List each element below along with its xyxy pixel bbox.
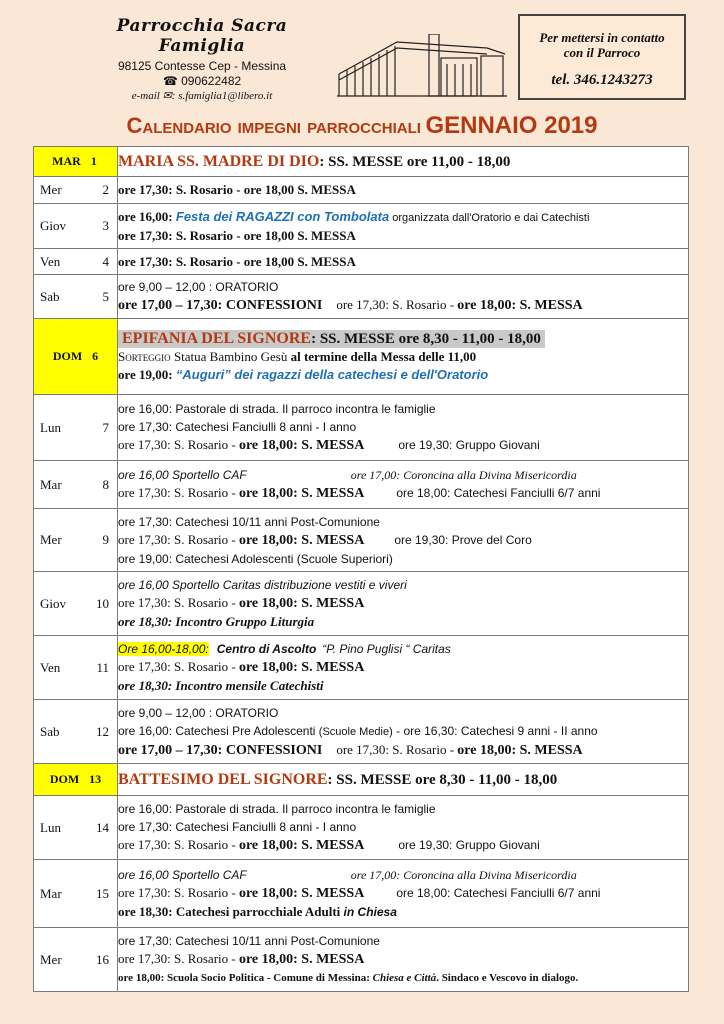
day-number: 9 bbox=[102, 532, 109, 547]
day-number: 6 bbox=[92, 349, 99, 363]
day-name: MAR bbox=[52, 154, 81, 168]
event-line: ore 17,30: S. Rosario - ore 18,00: S. MESSA ore 19,30: Gruppo Giovani bbox=[118, 437, 540, 453]
table-row bbox=[34, 509, 689, 572]
event-cell bbox=[118, 395, 689, 461]
day-name: Mer bbox=[40, 182, 62, 197]
event-cell bbox=[118, 147, 689, 177]
feast-line bbox=[118, 330, 688, 348]
table-row bbox=[34, 204, 689, 249]
day-name: Mer bbox=[40, 532, 62, 547]
event-line: ore 19,00: Catechesi Adolescenti (Scuole Superiori) bbox=[118, 551, 393, 566]
contact-phone: tel. 346.1243273 bbox=[551, 72, 653, 88]
event-line: ore 18,30: Incontro Gruppo Liturgia bbox=[118, 614, 315, 629]
day-number: 1 bbox=[90, 154, 97, 168]
table-row bbox=[34, 636, 689, 700]
calendar-table bbox=[33, 146, 689, 992]
parish-phone: 090622482 bbox=[181, 74, 242, 88]
event-cell bbox=[118, 177, 689, 204]
feast-masses: : SS. MESSE ore 8,30 - 11,00 - 18,00 bbox=[311, 330, 541, 347]
event-cell bbox=[118, 461, 689, 509]
event-line: ore 16,00: Catechesi Pre Adolescenti (Scuole Medie) - ore 16,30: Catechesi 9 anni - II anno bbox=[118, 723, 598, 738]
event-line: ore 17,30: Catechesi 10/11 anni Post-Comunione bbox=[118, 934, 380, 948]
event-line: ore 17,30: S. Rosario - ore 18,00 S. MESSA bbox=[118, 182, 356, 197]
table-row bbox=[34, 928, 689, 992]
event-line: ore 9,00 – 12,00 : ORATORIO bbox=[118, 705, 279, 720]
event-line: Sorteggio Statua Bambino Gesù al termine della Messa delle 11,00 bbox=[118, 348, 477, 364]
event-line: ore 17,30: S. Rosario - ore 18,00: S. MESSA ore 19,30: Prove del Coro bbox=[118, 531, 532, 548]
event-cell bbox=[118, 319, 689, 395]
parish-phone-row bbox=[72, 74, 332, 88]
day-name: Mar bbox=[40, 476, 62, 492]
day-cell bbox=[34, 204, 118, 249]
event-line: ore 17,30: Catechesi Fanciulli 8 anni - I anno bbox=[118, 420, 357, 434]
feast-masses: : SS. MESSE ore 11,00 - 18,00 bbox=[319, 153, 511, 170]
event-line: ore 18,00: Scuola Socio Politica - Comune di Messina: Chiesa e Città. Sindaco e Vescovo in dialogo. bbox=[118, 972, 579, 984]
event-cell bbox=[118, 572, 689, 636]
table-row bbox=[34, 700, 689, 764]
feast-title: MARIA SS. MADRE DI DIO bbox=[118, 152, 320, 170]
day-number: 5 bbox=[102, 288, 109, 304]
feast-title: EPIFANIA DEL SIGNORE bbox=[122, 329, 312, 347]
event-line: ore 17,30: S. Rosario - ore 18,00: S. MESSA bbox=[118, 659, 365, 675]
day-number: 16 bbox=[96, 951, 109, 967]
event-line: ore 9,00 – 12,00 : ORATORIO bbox=[118, 280, 279, 294]
day-cell bbox=[34, 572, 118, 636]
day-cell bbox=[34, 796, 118, 860]
event-cell bbox=[118, 796, 689, 860]
table-row bbox=[34, 796, 689, 860]
day-name: DOM bbox=[52, 349, 83, 363]
event-line: ore 17,30: S. Rosario - ore 18,00: S. MESSA bbox=[118, 595, 365, 611]
contact-box bbox=[518, 14, 686, 100]
day-number: 2 bbox=[102, 182, 109, 197]
event-line: ore 16,00: Pastorale di strada. Il parroco incontra le famiglie bbox=[118, 402, 436, 416]
event-line: ore 17,30: S. Rosario - ore 18,00: S. MESSA ore 19,30: Gruppo Giovani bbox=[118, 837, 540, 853]
day-cell bbox=[34, 461, 118, 509]
table-row bbox=[34, 147, 689, 177]
event-cell bbox=[118, 275, 689, 319]
day-name: Lun bbox=[40, 419, 61, 435]
parish-email[interactable]: s.famiglia1@libero.it bbox=[178, 90, 273, 102]
day-cell bbox=[34, 275, 118, 319]
day-number: 13 bbox=[89, 772, 102, 786]
title-month: GENNAIO 2019 bbox=[425, 112, 598, 139]
day-cell bbox=[34, 395, 118, 461]
parish-email-row: e-mail ✉: s.famiglia1@libero.it bbox=[131, 90, 273, 102]
day-cell bbox=[34, 928, 118, 992]
feast-masses: : SS. MESSE ore 8,30 - 11,00 - 18,00 bbox=[327, 771, 558, 788]
day-number: 11 bbox=[96, 659, 109, 675]
day-number: 10 bbox=[96, 595, 109, 611]
day-cell bbox=[34, 319, 118, 395]
event-line: ore 16,00: Pastorale di strada. Il parroco incontra le famiglie bbox=[118, 802, 436, 816]
event-cell bbox=[118, 700, 689, 764]
day-cell bbox=[34, 860, 118, 928]
event-cell bbox=[118, 636, 689, 700]
day-name: Giov bbox=[40, 595, 66, 611]
day-name: DOM bbox=[49, 772, 80, 786]
event-line: ore 18,30: Catechesi parrocchiale Adulti in Chiesa bbox=[118, 904, 397, 919]
event-line: ore 16,00 Sportello Caritas distribuzione vestiti e viveri bbox=[118, 578, 407, 592]
email-label: e-mail bbox=[131, 90, 160, 102]
event-cell bbox=[118, 204, 689, 249]
table-row bbox=[34, 319, 689, 395]
event-line: ore 17,30: Catechesi Fanciulli 8 anni - I anno bbox=[118, 820, 357, 834]
table-row bbox=[34, 177, 689, 204]
table-row bbox=[34, 249, 689, 275]
day-number: 8 bbox=[102, 476, 109, 492]
envelope-icon: ✉ bbox=[162, 90, 172, 102]
table-row bbox=[34, 572, 689, 636]
day-name: Ven bbox=[40, 659, 61, 675]
parish-header bbox=[72, 16, 332, 102]
event-cell bbox=[118, 764, 689, 796]
parish-address: 98125 Contesse Cep - Messina bbox=[117, 59, 287, 73]
day-cell bbox=[34, 636, 118, 700]
table-row bbox=[34, 461, 689, 509]
event-line: ore 17,30: Catechesi 10/11 anni Post-Comunione bbox=[118, 514, 380, 529]
event-line: Ore 16,00-18,00: Centro di Ascolto “P. Pino Puglisi “ Caritas bbox=[118, 642, 451, 656]
event-cell bbox=[118, 860, 689, 928]
event-line: ore 17,30: S. Rosario - ore 18,00: S. MESSA bbox=[118, 951, 365, 967]
event-line: ore 17,30: S. Rosario - ore 18,00 S. MESSA bbox=[118, 227, 356, 243]
day-name: Sab bbox=[40, 723, 60, 739]
day-number: 12 bbox=[96, 723, 109, 739]
event-cell bbox=[118, 509, 689, 572]
day-name: Ven bbox=[40, 253, 61, 269]
day-cell bbox=[34, 249, 118, 275]
day-name: Mar bbox=[40, 885, 62, 901]
contact-line-1: Per mettersi in contatto bbox=[539, 30, 665, 45]
day-name: Lun bbox=[40, 819, 61, 835]
event-line: ore 17,00 – 17,30: CONFESSIONI ore 17,30: S. Rosario - ore 18,00: S. MESSA bbox=[118, 297, 583, 313]
day-cell bbox=[34, 509, 118, 572]
event-line: ore 18,30: Incontro mensile Catechisti bbox=[118, 678, 324, 693]
table-row bbox=[34, 275, 689, 319]
title-main: Calendario impegni parrocchiali bbox=[126, 113, 421, 138]
event-line: ore 17,30: S. Rosario - ore 18,00: S. MESSA ore 18,00: Catechesi Fanciulli 6/7 anni bbox=[118, 885, 601, 901]
event-line: ore 16,00 Sportello CAF ore 17,00: Coroncina alla Divina Misericordia bbox=[118, 468, 577, 482]
table-row bbox=[34, 395, 689, 461]
day-number: 14 bbox=[96, 819, 109, 835]
event-line: ore 17,00 – 17,30: CONFESSIONI ore 17,30: S. Rosario - ore 18,00: S. MESSA bbox=[118, 741, 583, 758]
day-name: Giov bbox=[40, 218, 66, 233]
contact-line-2: con il Parroco bbox=[563, 45, 641, 60]
day-name: Sab bbox=[40, 288, 60, 304]
day-cell bbox=[34, 177, 118, 204]
feast-title: BATTESIMO DEL SIGNORE bbox=[118, 770, 328, 788]
day-name: Mer bbox=[40, 951, 62, 967]
church-illustration bbox=[337, 34, 507, 98]
day-cell bbox=[34, 764, 118, 796]
day-cell bbox=[34, 147, 118, 177]
event-line: ore 16,00: Festa dei RAGAZZI con Tombolata organizzata dall'Oratorio e dai Catechisti bbox=[118, 208, 590, 224]
event-line: ore 17,30: S. Rosario - ore 18,00: S. MESSA ore 18,00: Catechesi Fanciulli 6/7 anni bbox=[118, 485, 601, 501]
event-cell bbox=[118, 928, 689, 992]
day-number: 4 bbox=[102, 253, 109, 269]
day-number: 15 bbox=[96, 885, 109, 901]
event-line: ore 16,00 Sportello CAF ore 17,00: Coroncina alla Divina Misericordia bbox=[118, 868, 577, 882]
page-title bbox=[0, 112, 724, 140]
event-cell bbox=[118, 249, 689, 275]
phone-icon: ☎ bbox=[162, 74, 178, 88]
event-line: ore 17,30: S. Rosario - ore 18,00 S. MESSA bbox=[118, 253, 356, 269]
day-cell bbox=[34, 700, 118, 764]
table-row bbox=[34, 764, 689, 796]
parish-name: Parrocchia Sacra Famiglia bbox=[116, 16, 288, 56]
day-number: 3 bbox=[102, 218, 109, 233]
table-row bbox=[34, 860, 689, 928]
event-line: ore 19,00: “Auguri” dei ragazzi della catechesi e dell'Oratorio bbox=[118, 366, 489, 382]
day-number: 7 bbox=[102, 419, 109, 435]
